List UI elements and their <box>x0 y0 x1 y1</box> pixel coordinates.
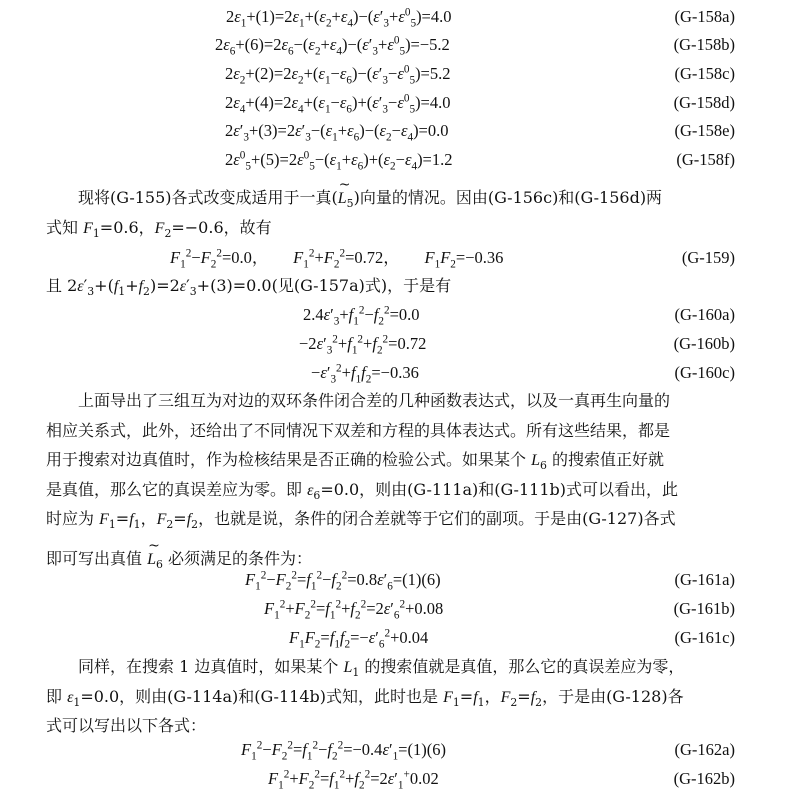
equation-number: (G-158a) <box>674 7 735 26</box>
equation-expression: $F_1^2-F_2^2=f_1^2-f_2^2=-0.4\varepsilon'_1=(1)(6)$ <box>241 739 446 763</box>
equation-g160c <box>0 360 787 386</box>
equation-g162b <box>0 766 787 792</box>
equation-g160b <box>0 331 787 357</box>
equation-g158d <box>0 90 787 116</box>
equation-g161c <box>0 625 787 651</box>
equation-g158c <box>0 61 787 87</box>
paragraph-line: 时应为 $F_1=f_1$，$F_2=f_2$，也就是说，条件的闭合差就等于它们的副项。于是由(G-127)各式 <box>46 509 676 532</box>
equation-number: (G-160a) <box>674 305 735 324</box>
paragraph-line: 即 $\varepsilon_1=0.0$，则由(G-114a)和(G-114b)式知，此时也是 $F_1=f_1$，$F_2=f_2$，于是由(G-128)各 <box>46 686 684 709</box>
equation-expression: $F_1F_2=f_1f_2=-\varepsilon'_6^2+0.04$ <box>289 627 429 651</box>
equation-expression: $2\varepsilon_2+(2)=2\varepsilon_2+(\varepsilon_1-\varepsilon_6)-(\varepsilon'_3-\varepsilon^0_5)=5.2$ <box>225 63 451 87</box>
paragraph-line: 式知 $F_1=0.6$，$F_2=-0.6$，故有 <box>46 217 272 240</box>
equation-number: (G-160b) <box>673 334 735 353</box>
equation-number: (G-161b) <box>673 599 735 618</box>
equation-number: (G-162a) <box>674 740 735 759</box>
equation-number: (G-158c) <box>674 64 735 83</box>
equation-expression: $-\varepsilon'_3^2+f_1f_2=-0.36$ <box>311 362 419 386</box>
paragraph-line: 式可以写出以下各式： <box>46 716 207 735</box>
paragraph-line: 即可写出真值 ~ $L_6$ 必须满足的条件为： <box>46 544 736 574</box>
paragraph-since <box>46 271 736 301</box>
paragraph-line: 且 $2\varepsilon'_3+(f_1+f_2)=2\varepsilon'_3+(3)=0.0$(见(G-157a)式)，于是有 <box>46 276 452 299</box>
paragraph-line: 是真值，那么它的真误差应为零。即 $\varepsilon_6=0.0$，则由(G-111a)和(G-111b)式可以看出，此 <box>46 479 678 502</box>
equation-number: (G-160c) <box>674 363 735 382</box>
equation-number: (G-158f) <box>676 150 735 169</box>
equation-expression: $2\varepsilon_1+(1)=2\varepsilon_1+(\varepsilon_2+\varepsilon_4)-(\varepsilon'_3+\varepsilon^0_5)=4.0$ <box>226 6 452 30</box>
equation-expression: $2\varepsilon_6+(6)=2\varepsilon_6-(\varepsilon_2+\varepsilon_4)-(\varepsilon'_3+\varepsilon^0_5)=-5.2$ <box>215 34 450 58</box>
paragraph-line: 用于搜索对边真值时，作为检核结果是否正确的检验公式。如果某个 $L_6$ 的搜索值正好就 <box>46 450 665 473</box>
equation-expression: $2\varepsilon'_3+(3)=2\varepsilon'_3-(\varepsilon_1+\varepsilon_6)-(\varepsilon_2-\varepsilon_4)=0.0$ <box>225 121 449 144</box>
equation-g158e <box>0 118 787 144</box>
equation-number: (G-159) <box>681 248 735 267</box>
equation-g161b <box>0 596 787 622</box>
equation-expression: $F_1^2+F_2^2=f_1^2+f_2^2=2\varepsilon'_6^2+0.08$ <box>264 598 444 622</box>
equation-expression: $2.4\varepsilon'_3+f_1^2-f_2^2=0.0$ <box>303 304 420 328</box>
equation-g158b <box>0 32 787 58</box>
equation-expression: $F_1^2+F_2^2=f_1^2+f_2^2=2\varepsilon'_1^+0.02$ <box>268 768 439 792</box>
equation-g160a <box>0 302 787 328</box>
equation-expression: $-2\varepsilon'_3^2+f_1^2+f_2^2=0.72$ <box>299 333 427 357</box>
paragraph-true-vector-l5 <box>46 183 736 242</box>
equation-g159 <box>0 245 787 271</box>
equation-expression: $2\varepsilon^0_5+(5)=2\varepsilon^0_5-(\varepsilon_1+\varepsilon_6)+(\varepsilon_2-\varepsilon_4)=1.2$ <box>225 149 453 173</box>
equation-g158f <box>0 147 787 173</box>
equation-number: (G-161a) <box>674 570 735 589</box>
equation-number: (G-158d) <box>673 93 735 112</box>
equation-g161a <box>0 567 787 593</box>
equation-number: (G-158e) <box>674 121 735 140</box>
equation-number: (G-158b) <box>673 35 735 54</box>
paragraph-line: 现将(G-155)各式改变成适用于一真(~ $L_5$)向量的情况。因由(G-156c)和(G-156d)两 <box>46 183 736 213</box>
paragraph-line: 上面导出了三组互为对边的双环条件闭合差的几种函数表达式，以及一真再生向量的 <box>78 391 671 410</box>
equation-g162a <box>0 737 787 763</box>
equation-expression: $F_1^2-F_2^2=0.0$， $F_1^2+F_2^2=0.72$， $F_1F_2=-0.36$ <box>170 247 504 271</box>
paragraph-line: 相应关系式，此外，还给出了不同情况下双差和方程的具体表达式。所有这些结果，都是 <box>46 420 671 440</box>
paragraph-line: 同样，在搜索 1 边真值时，如果某个 $L_1$ 的搜索值就是真值，那么它的真误差应为零， <box>78 657 685 680</box>
equation-number: (G-161c) <box>674 628 735 647</box>
paragraph-search-true-value <box>46 386 736 573</box>
paragraph-search-edge-1 <box>46 652 736 741</box>
equation-expression: $F_1^2-F_2^2=f_1^2-f_2^2=0.8\varepsilon'_6=(1)(6)$ <box>245 569 441 593</box>
equation-expression: $2\varepsilon_4+(4)=2\varepsilon_4+(\varepsilon_1-\varepsilon_6)+(\varepsilon'_3-\varepsilon^0_5)=4.0$ <box>225 92 451 116</box>
equation-g158a <box>0 4 787 30</box>
equation-number: (G-162b) <box>673 769 735 788</box>
